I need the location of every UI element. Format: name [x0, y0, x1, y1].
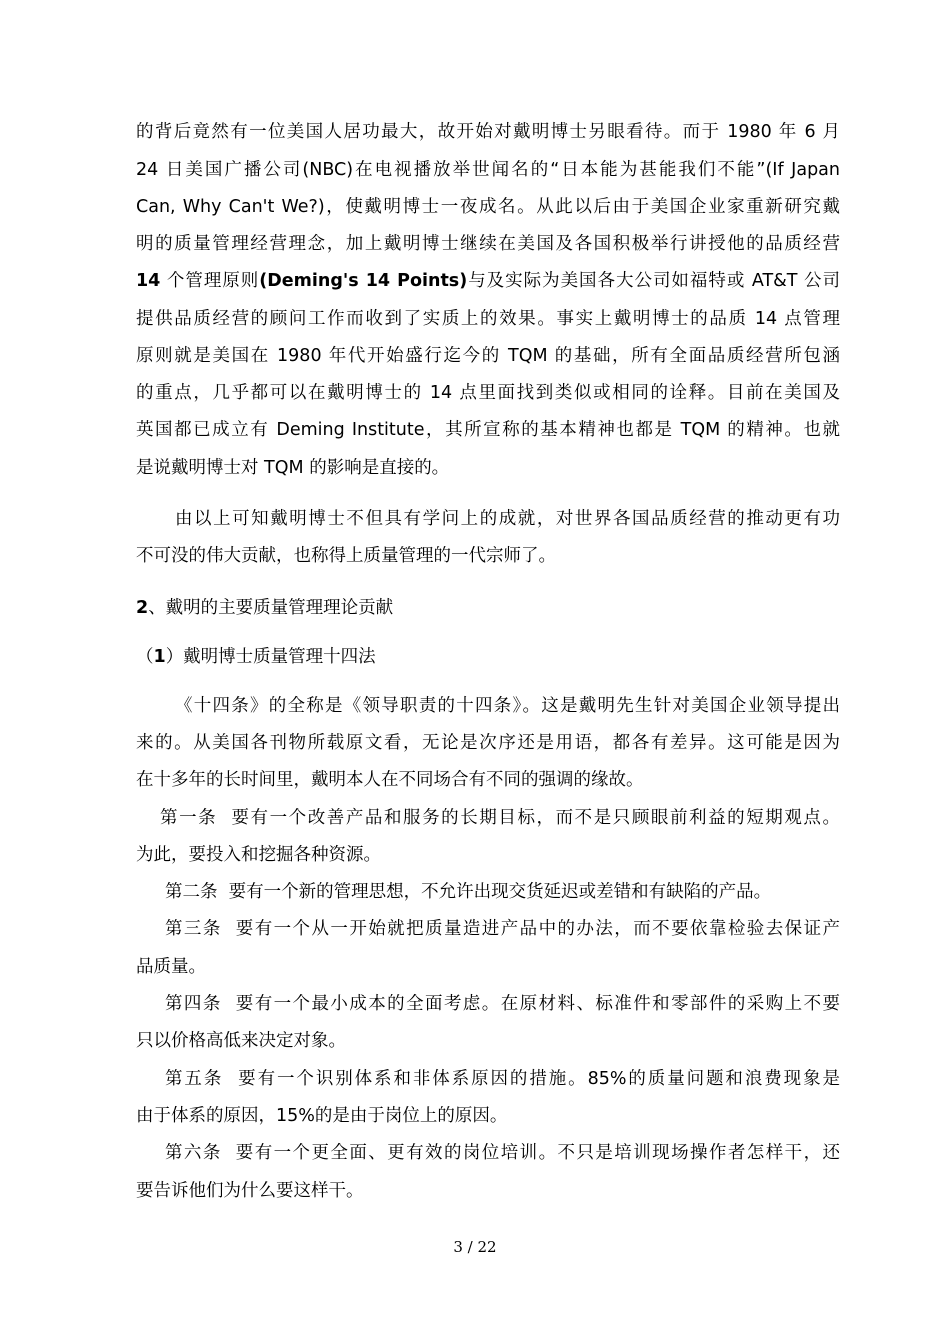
- body-text-line-with-bold: 14 个管理原则(Deming's 14 Points)与及实际为美国各大公司如福特或 AT&T 公司: [136, 271, 841, 291]
- body-text-line: 英国都已成立有 Deming Institute，其所宣称的基本精神也都是 TQM 的精神。也就: [136, 420, 840, 440]
- subsection-title: ）戴明博士质量管理十四法: [165, 647, 376, 667]
- body-text-line: 24 日美国广播公司(NBC)在电视播放举世闻名的“日本能为甚能我们不能”(If Japan: [136, 160, 840, 180]
- article-line: 第三条 要有一个从一开始就把质量造进产品中的办法，而不要依靠检验去保证产: [165, 919, 840, 939]
- article-line: 第六条 要有一个更全面、更有效的岗位培训。不只是培训现场操作者怎样干，还: [165, 1143, 840, 1163]
- body-text-line: 来的。从美国各刊物所载原文看，无论是次序还是用语，都各有差异。这可能是因为: [136, 733, 840, 753]
- section-title: 、戴明的主要质量管理理论贡献: [148, 598, 394, 618]
- article-line: 第二条 要有一个新的管理思想，不允许出现交货延迟或差错和有缺陷的产品。: [165, 882, 772, 902]
- body-text-line: 在十多年的长时间里，戴明本人在不同场合有不同的强调的缘故。: [136, 770, 644, 790]
- section-number: 2: [136, 598, 149, 618]
- body-text-line: 明的质量管理经营理念，加上戴明博士继续在美国及各国积极举行讲授他的品质经营: [136, 234, 840, 254]
- bold-text: 14: [136, 271, 161, 291]
- article-line: 第四条 要有一个最小成本的全面考虑。在原材料、标准件和零部件的采购上不要: [165, 994, 840, 1014]
- body-text-line: Can, Why Can't We?)，使戴明博士一夜成名。从此以后由于美国企业家重新研究戴: [136, 197, 840, 217]
- body-text-line: 提供品质经营的顾问工作而收到了实质上的效果。事实上戴明博士的品质 14 点管理: [136, 309, 840, 329]
- body-text-line: 的背后竟然有一位美国人居功最大，故开始对戴明博士另眼看待。而于 1980 年 6 月: [136, 122, 840, 142]
- body-text-line: 原则就是美国在 1980 年代开始盛行迄今的 TQM 的基础，所有全面品质经营所包涵: [136, 346, 840, 366]
- subsection-number: 1: [153, 647, 166, 667]
- body-text-line: 的重点，几乎都可以在戴明博士的 14 点里面找到类似或相同的诠释。目前在美国及: [136, 383, 840, 403]
- subsection-open-paren: （: [136, 647, 154, 667]
- article-line: 品质量。: [136, 957, 206, 977]
- body-text-line: 是说戴明博士对 TQM 的影响是直接的。: [136, 458, 450, 478]
- bold-text: (Deming's 14 Points): [259, 271, 468, 291]
- article-line: 只以价格高低来决定对象。: [136, 1031, 346, 1051]
- article-line: 要告诉他们为什么要这样干。: [136, 1181, 364, 1201]
- body-text-line: 由以上可知戴明博士不但具有学问上的成就，对世界各国品质经营的推动更有功: [175, 509, 840, 529]
- article-line: 第一条 要有一个改善产品和服务的长期目标，而不是只顾眼前利益的短期观点。: [160, 808, 840, 828]
- page-number: 3 / 22: [453, 1238, 497, 1256]
- article-line: 由于体系的原因，15%的是由于岗位上的原因。: [136, 1106, 508, 1126]
- section-heading: [136, 596, 840, 620]
- subsection-heading: [136, 645, 840, 669]
- article-line: 第五条 要有一个识别体系和非体系原因的措施。85%的质量问题和浪费现象是: [165, 1069, 840, 1089]
- body-text-line: 《十四条》的全称是《领导职责的十四条》。这是戴明先生针对美国企业领导提出: [175, 696, 840, 716]
- body-text-line: 不可没的伟大贡献，也称得上质量管理的一代宗师了。: [136, 546, 556, 566]
- article-line: 为此，要投入和挖掘各种资源。: [136, 845, 381, 865]
